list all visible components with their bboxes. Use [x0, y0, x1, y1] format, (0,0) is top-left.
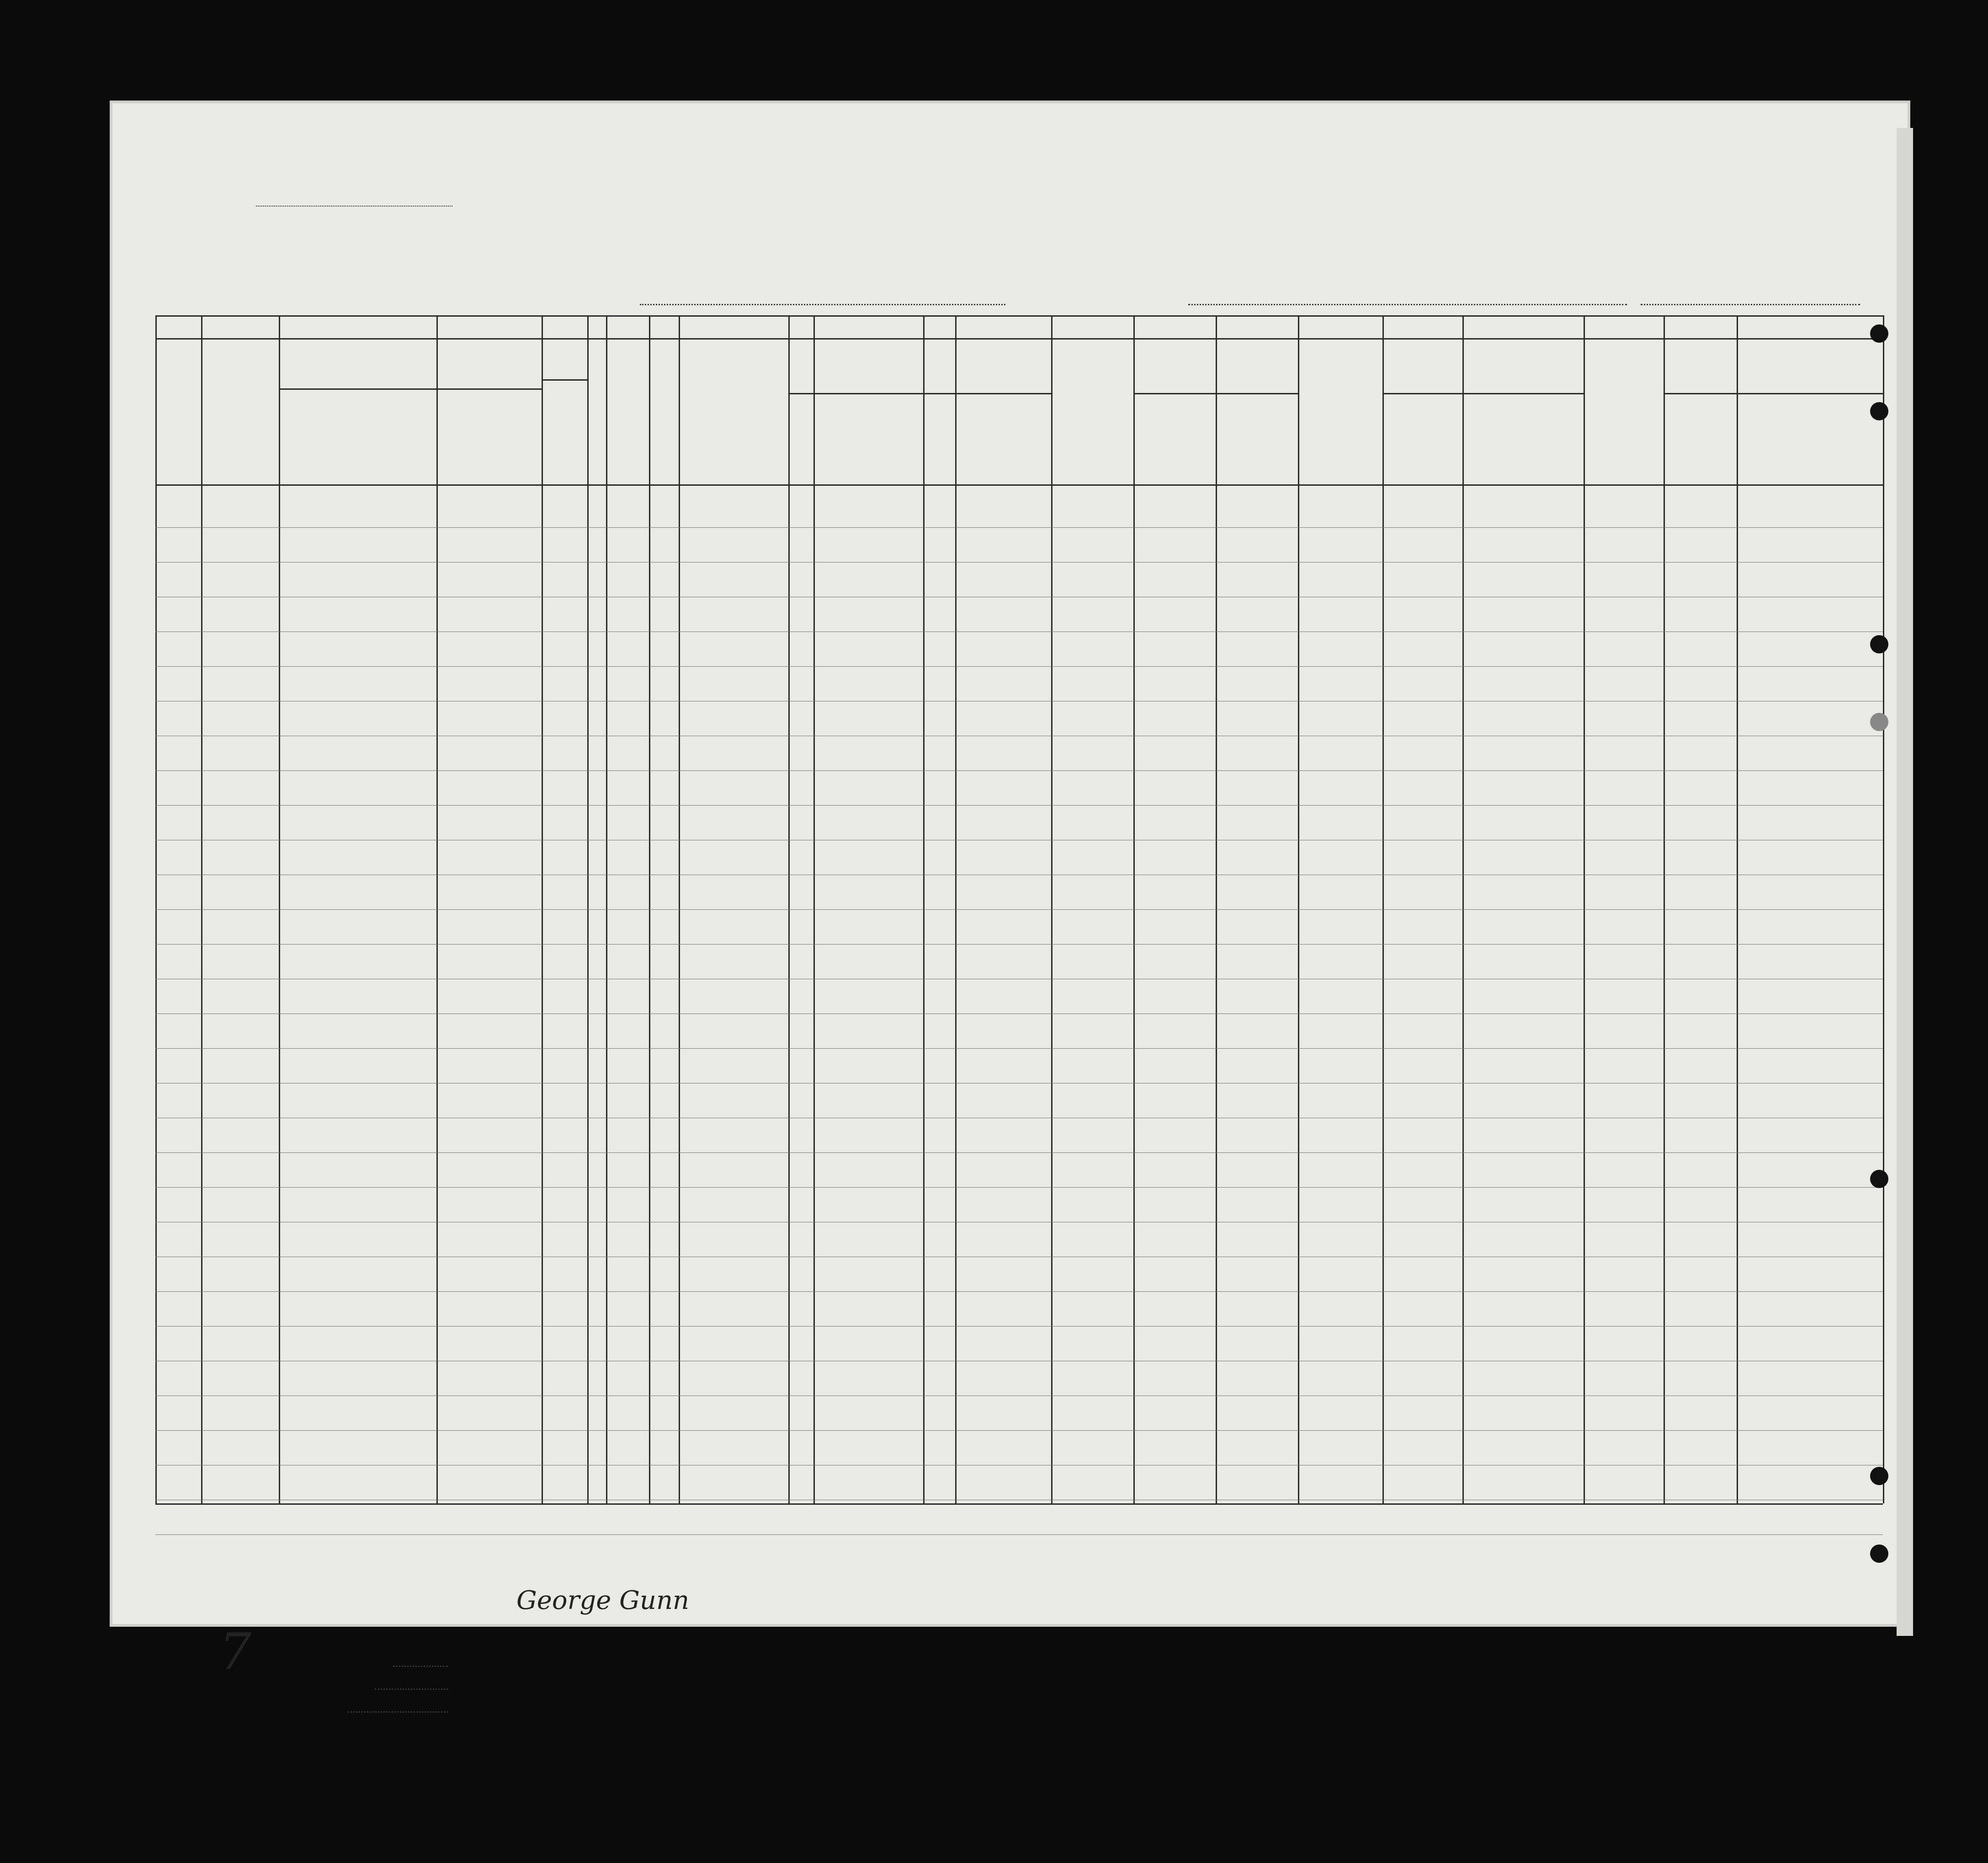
page-edge	[1897, 128, 1913, 1636]
row-rule	[155, 666, 1883, 667]
punch-hole	[1870, 635, 1888, 653]
manifest-sheet	[110, 101, 1910, 1681]
row-rule	[155, 909, 1883, 910]
row-rule	[155, 944, 1883, 945]
header-bottom-rule	[155, 484, 1883, 486]
row-rule	[155, 562, 1883, 563]
port-line	[1188, 304, 1627, 305]
column-rule	[1883, 315, 1884, 1503]
inspector-signature: George Gunn	[516, 1586, 690, 1615]
col-number-rule	[155, 338, 1883, 340]
row-rule	[155, 1291, 1883, 1292]
header-sub-rule	[542, 379, 587, 381]
header-sub-rule	[788, 393, 1051, 394]
punch-hole	[1870, 324, 1888, 343]
row-rule	[155, 1187, 1883, 1188]
header-sub-rule	[1382, 393, 1584, 394]
header-sub-rule	[1133, 393, 1298, 394]
row-rule	[155, 1534, 1883, 1535]
date-line	[1641, 304, 1860, 305]
footer-mark: 7	[219, 1622, 251, 1681]
row-rule	[155, 1326, 1883, 1327]
row-rule	[155, 1430, 1883, 1431]
aliens-line	[347, 1711, 448, 1713]
ship-line	[640, 304, 1005, 305]
punch-hole	[1870, 1170, 1888, 1188]
row-rule	[155, 527, 1883, 528]
table-bottom-rule	[155, 1503, 1883, 1505]
list-line	[256, 206, 452, 207]
punch-hole	[1870, 1545, 1888, 1563]
row-rule	[155, 1048, 1883, 1049]
us-citizens-line	[375, 1688, 448, 1690]
punch-hole	[1870, 402, 1888, 420]
table-top-rule	[155, 315, 1883, 317]
punch-hole	[1870, 713, 1888, 731]
header-sub-rule	[1664, 393, 1883, 394]
punch-hole	[1870, 1467, 1888, 1485]
row-rule	[155, 805, 1883, 806]
header-sub-rule	[279, 388, 542, 390]
row-rule	[155, 1152, 1883, 1153]
total-passengers-line	[393, 1666, 448, 1667]
row-rule	[155, 770, 1883, 771]
